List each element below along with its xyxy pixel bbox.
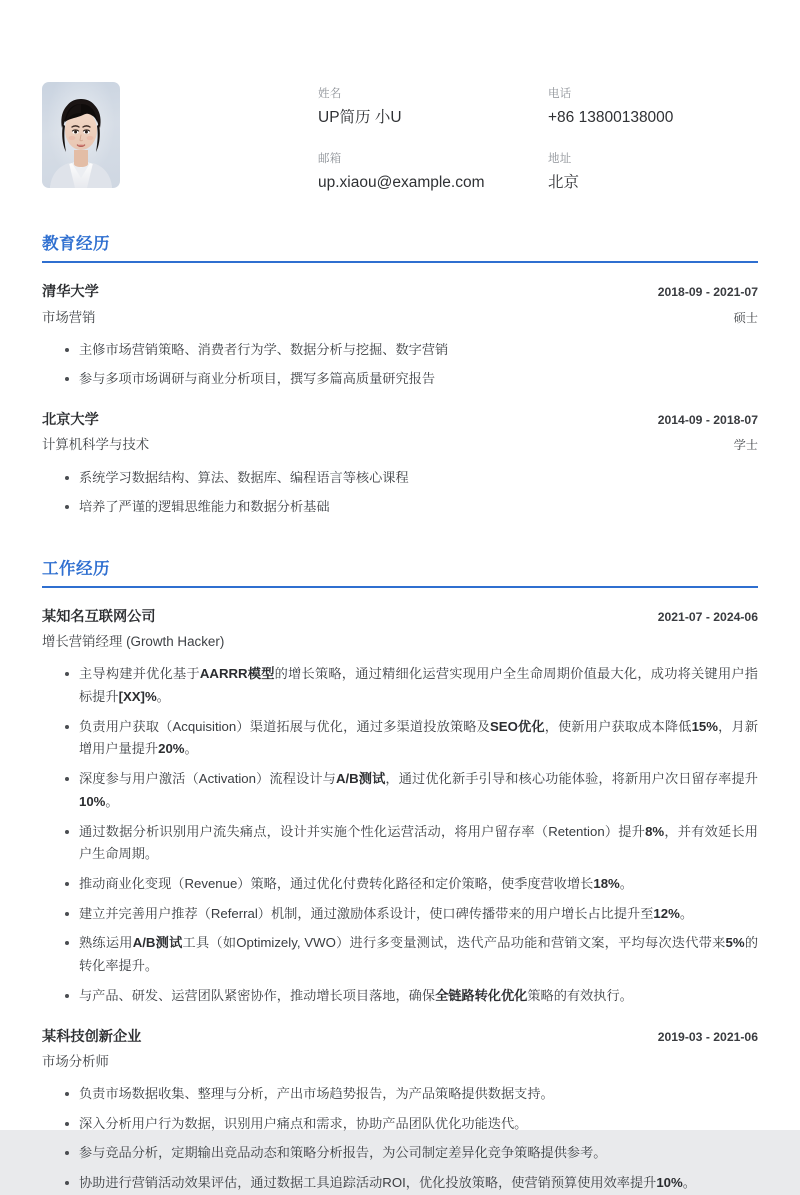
- contact-field-email: [318, 151, 528, 194]
- entry-organization: 清华大学: [42, 284, 99, 301]
- bullet-item: [65, 932, 758, 977]
- section-divider: [42, 261, 758, 263]
- entry-subtitle-row: [42, 632, 758, 652]
- entry-subtitle-row: [42, 1052, 758, 1072]
- portrait-illustration: [42, 82, 120, 188]
- field-label: 地址: [548, 153, 572, 166]
- field-label: 邮箱: [318, 153, 342, 166]
- entry-bullet-list: [42, 467, 758, 519]
- entry-subtitle-row: [42, 308, 758, 328]
- bullet-item: [65, 339, 758, 362]
- bullet-item: [65, 1142, 758, 1165]
- contact-fields: [120, 72, 758, 194]
- bullet-item: [65, 903, 758, 926]
- resume-entry: [42, 1027, 758, 1195]
- bullet-text: 参与竞品分析，定期输出竞品动态和策略分析报告，为公司制定差异化竞争策略提供参考。: [79, 1145, 607, 1161]
- bullet-emphasis: 10%: [656, 1175, 683, 1191]
- bullet-text: 负责市场数据收集、整理与分析，产出市场趋势报告，为产品策略提供数据支持。: [79, 1085, 554, 1101]
- entry-organization: 某知名互联网公司: [42, 608, 156, 625]
- section-title: 教育经历: [42, 235, 110, 254]
- bullet-item: [65, 873, 758, 896]
- bullet-item: [65, 368, 758, 391]
- entry-organization: 某科技创新企业: [42, 1028, 142, 1045]
- bullet-text: 建立并完善用户推荐（Referral）机制，通过激励体系设计，使口碑传播带来的用户增长占比提升至: [79, 905, 654, 921]
- bullet-text: 协助进行营销活动效果评估，通过数据工具追踪活动ROI，优化投放策略，使营销预算使用效率提升: [79, 1175, 657, 1191]
- bullet-text: 推动商业化变现（Revenue）策略，通过优化付费转化路径和定价策略，使季度营收增长: [79, 876, 594, 891]
- entry-date-range: 2014-09 - 2018-07: [657, 413, 758, 428]
- section-title: 工作经历: [42, 559, 110, 578]
- bullet-item: [65, 663, 758, 708]
- bullet-text: 的转化率提升。: [79, 935, 759, 974]
- bullet-emphasis: 全链路转化优化: [435, 987, 528, 1003]
- bullet-text: 的增长策略，通过精细化运营实现用户全生命周期价值最大化，成功将关键用户指标提升: [79, 666, 758, 705]
- bullet-text: 深入分析用户行为数据，识别用户痛点和需求，协助产品团队优化功能迭代。: [79, 1115, 528, 1131]
- field-value: up.xiaou@example.com: [318, 174, 485, 192]
- bullet-text: 通过数据分析识别用户流失痛点，设计并实施个性化运营活动，将用户留存率（Retention）提升: [79, 823, 646, 839]
- entry-bullet-list: [42, 663, 758, 1007]
- entry-bullet-list: [42, 339, 758, 391]
- bullet-text: ，通过优化新手引导和核心功能体验，将新用户次日留存率提升: [385, 771, 758, 787]
- bullet-text: 。: [619, 876, 633, 891]
- bullet-text: ，并有效延长用户生命周期。: [79, 823, 758, 862]
- field-value: UP简历 小U: [318, 109, 402, 127]
- entry-header-row: [42, 1027, 758, 1048]
- bullet-item: [65, 1113, 758, 1136]
- entry-date-range: 2019-03 - 2021-06: [657, 1029, 758, 1044]
- entry-header-row: [42, 410, 758, 431]
- field-value: +86 13800138000: [548, 109, 674, 127]
- bullet-text: 。: [679, 905, 693, 921]
- bullet-item: [65, 821, 758, 866]
- entry-subtitle: 市场分析师: [42, 1053, 109, 1069]
- entry-subtitle-row: [42, 435, 758, 455]
- bullet-text: 负责用户获取（Acquisition）渠道拓展与优化，通过多渠道投放策略及: [79, 718, 490, 734]
- photo-container: [42, 72, 120, 188]
- bullet-item: [65, 1083, 758, 1106]
- bullet-text: 主修市场营销策略、消费者行为学、数据分析与挖掘、数字营销: [79, 341, 449, 357]
- bullet-item: [65, 1172, 758, 1195]
- resume-header: [42, 72, 758, 194]
- portrait-photo: [42, 82, 120, 188]
- resume-entry: [42, 410, 758, 519]
- contact-field-address: [548, 151, 758, 194]
- bullet-text: 策略的有效执行。: [527, 987, 633, 1003]
- bullet-text: 。: [156, 689, 170, 705]
- bullet-text: 培养了严谨的逻辑思维能力和数据分析基础: [79, 499, 330, 515]
- bullet-text: 与产品、研发、运营团队紧密协作，推动增长项目落地，确保: [79, 987, 436, 1003]
- bullet-emphasis: AARRR模型: [199, 666, 275, 682]
- bullet-text: 参与多项市场调研与商业分析项目，撰写多篇高质量研究报告: [79, 371, 436, 387]
- field-value: 北京: [548, 174, 580, 192]
- bullet-emphasis: 5%: [725, 935, 745, 951]
- bullet-item: [65, 985, 758, 1008]
- bullet-item: [65, 768, 758, 813]
- bullet-emphasis: 20%: [158, 741, 185, 757]
- resume-entry: [42, 282, 758, 391]
- field-label: 姓名: [318, 88, 342, 100]
- bullet-text: 。: [105, 793, 119, 809]
- bullet-text: 主导构建并优化基于: [79, 666, 200, 682]
- bullet-item: [65, 716, 758, 761]
- resume-section: [42, 555, 758, 1195]
- resume-sections: [42, 230, 758, 1194]
- entry-meta: 学士: [733, 438, 758, 453]
- contact-field-name: [318, 86, 528, 129]
- bullet-text: ，使新用户获取成本降低: [544, 718, 692, 734]
- bullet-emphasis: 15%: [691, 718, 718, 734]
- bullet-emphasis: 18%: [593, 876, 620, 891]
- bullet-text: 。: [682, 1175, 696, 1191]
- bullet-emphasis: A/B测试: [132, 935, 183, 951]
- entry-bullet-list: [42, 1083, 758, 1195]
- bullet-text: 工具（如Optimizely, VWO）进行多变量测试，迭代产品功能和营销文案，平均每次迭代带来: [182, 935, 726, 951]
- entry-header-row: [42, 282, 758, 303]
- bullet-item: [65, 467, 758, 490]
- bullet-emphasis: 8%: [645, 823, 665, 839]
- resume-section: [42, 230, 758, 519]
- bullet-text: 深度参与用户激活（Activation）流程设计与: [79, 771, 336, 787]
- bullet-emphasis: 12%: [653, 905, 680, 921]
- entry-header-row: [42, 607, 758, 628]
- section-divider: [42, 586, 758, 588]
- entry-organization: 北京大学: [42, 412, 99, 429]
- entry-meta: 硕士: [733, 310, 758, 325]
- bullet-text: 熟练运用: [79, 935, 133, 951]
- bullet-emphasis: 10%: [79, 793, 106, 809]
- entry-subtitle: 计算机科学与技术: [42, 437, 150, 453]
- contact-field-phone: [548, 86, 758, 129]
- resume-entry: [42, 607, 758, 1008]
- bullet-emphasis: [XX]%: [118, 689, 157, 705]
- entry-date-range: 2021-07 - 2024-06: [657, 609, 758, 624]
- entry-date-range: 2018-09 - 2021-07: [657, 285, 758, 300]
- bullet-text: 。: [184, 741, 198, 757]
- bullet-text: ，月新增用户量提升: [79, 718, 759, 757]
- entry-subtitle: 增长营销经理 (Growth Hacker): [42, 634, 225, 650]
- field-label: 电话: [548, 88, 572, 100]
- bullet-item: [65, 496, 758, 519]
- entry-subtitle: 市场营销: [42, 309, 96, 325]
- bullet-emphasis: A/B测试: [335, 771, 386, 787]
- bullet-emphasis: SEO优化: [490, 718, 545, 734]
- bullet-text: 系统学习数据结构、算法、数据库、编程语言等核心课程: [79, 469, 409, 485]
